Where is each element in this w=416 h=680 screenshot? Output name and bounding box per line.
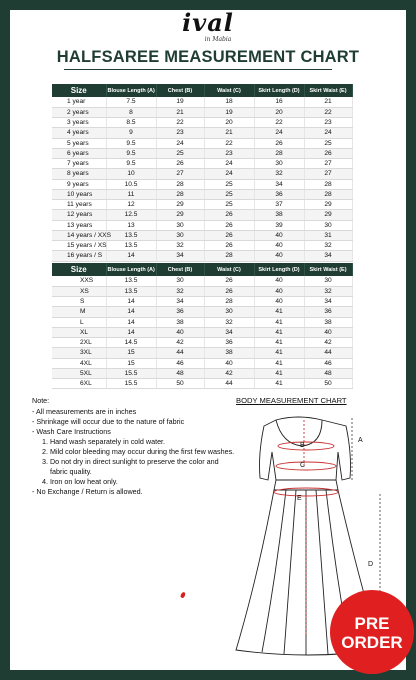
size-cell: 14 years / XXS [52, 230, 106, 240]
brand-tagline: in Mabia [204, 36, 232, 43]
brand-name: ival [182, 8, 234, 37]
measurement-cell: 26 [156, 159, 204, 169]
measurement-cell: 31 [304, 230, 352, 240]
table-row [52, 379, 352, 389]
measurement-cell: 8.5 [106, 118, 156, 128]
measurement-cell: 25 [204, 179, 254, 189]
measurement-cell: 28 [254, 148, 304, 158]
measurement-cell: 42 [156, 338, 204, 348]
table-row [52, 307, 352, 317]
measurement-cell: 10.5 [106, 179, 156, 189]
measurement-cell: 44 [156, 348, 204, 358]
measurement-cell: 9 [106, 128, 156, 138]
column-header: Blouse Length (A) [106, 263, 156, 276]
measurement-cell: 40 [254, 230, 304, 240]
care-item: fabric quality. [42, 467, 92, 476]
table-row [52, 286, 352, 296]
label-e: E [297, 495, 302, 502]
adult-size-table [52, 263, 353, 389]
measurement-cell: 13.5 [106, 230, 156, 240]
measurement-cell: 11 [106, 189, 156, 199]
size-cell: 15 years / XS [52, 241, 106, 251]
size-cell: 1 year [52, 97, 106, 107]
size-cell: 5XL [52, 368, 106, 378]
size-cell: 13 years [52, 220, 106, 230]
size-cell: 4 years [52, 128, 106, 138]
size-cell: 5 years [52, 138, 106, 148]
column-header: Chest (B) [156, 84, 204, 97]
measurement-cell: 38 [156, 317, 204, 327]
measurement-cell: 14 [106, 251, 156, 261]
care-item: 4. Iron on low heat only. [42, 477, 118, 486]
measurement-cell: 40 [156, 327, 204, 337]
measurement-cell: 39 [254, 220, 304, 230]
size-cell: XXS [52, 276, 106, 286]
measurement-cell: 15.5 [106, 379, 156, 389]
measurement-cell: 30 [304, 220, 352, 230]
measurement-cell: 23 [304, 118, 352, 128]
measurement-cell: 30 [304, 276, 352, 286]
label-c: C [300, 462, 306, 469]
measurement-cell: 38 [204, 348, 254, 358]
size-cell: XS [52, 286, 106, 296]
measurement-cell: 34 [204, 327, 254, 337]
table-row [52, 118, 352, 128]
measurement-cell: 38 [254, 210, 304, 220]
measurement-cell: 24 [254, 128, 304, 138]
measurement-cell: 36 [304, 307, 352, 317]
measurement-cell: 19 [156, 97, 204, 107]
measurement-cell: 37 [254, 200, 304, 210]
measurement-cell: 28 [204, 251, 254, 261]
table-row [52, 317, 352, 327]
care-item: 2. Mild color bleeding may occur during the first few washes. [42, 447, 235, 456]
column-header: Skirt Waist (E) [304, 263, 352, 276]
column-header: Skirt Length (D) [254, 263, 304, 276]
measurement-cell: 40 [254, 286, 304, 296]
table-row [52, 338, 352, 348]
size-cell: 8 years [52, 169, 106, 179]
table-row [52, 358, 352, 368]
size-cell: 4XL [52, 358, 106, 368]
measurement-cell: 18 [204, 97, 254, 107]
measurement-cell: 14 [106, 297, 156, 307]
measurement-cell: 9.5 [106, 138, 156, 148]
measurement-cell: 40 [254, 297, 304, 307]
table-row [52, 128, 352, 138]
measurement-cell: 34 [254, 179, 304, 189]
measurement-cell: 32 [304, 241, 352, 251]
measurement-cell: 25 [304, 138, 352, 148]
measurement-cell: 40 [254, 276, 304, 286]
measurement-cell: 23 [204, 148, 254, 158]
measurement-cell: 26 [204, 241, 254, 251]
measurement-cell: 8 [106, 107, 156, 117]
size-cell: M [52, 307, 106, 317]
measurement-cell: 22 [204, 138, 254, 148]
label-b: B [300, 442, 305, 449]
measurement-cell: 46 [304, 358, 352, 368]
care-item: 3. Do not dry in direct sunlight to preserve the color and [42, 457, 219, 466]
measurement-cell: 42 [204, 368, 254, 378]
title-underline [64, 69, 332, 70]
measurement-cell: 40 [254, 251, 304, 261]
measurement-cell: 46 [156, 358, 204, 368]
measurement-cell: 12 [106, 200, 156, 210]
measurement-cell: 36 [156, 307, 204, 317]
table-row [52, 200, 352, 210]
table-row [52, 297, 352, 307]
measurement-cell: 13.5 [106, 286, 156, 296]
measurement-cell: 10 [106, 169, 156, 179]
table-row [52, 210, 352, 220]
table-header-row [52, 263, 352, 276]
measurement-cell: 14 [106, 307, 156, 317]
measurement-cell: 22 [156, 118, 204, 128]
page-title: HALFSAREE MEASUREMENT CHART [56, 48, 360, 66]
measurement-cell: 27 [156, 169, 204, 179]
measurement-cell: 41 [254, 379, 304, 389]
measurement-cell: 41 [254, 348, 304, 358]
table-row [52, 276, 352, 286]
table-row [52, 220, 352, 230]
measurement-cell: 40 [204, 358, 254, 368]
measurement-cell: 26 [204, 220, 254, 230]
measurement-cell: 34 [304, 251, 352, 261]
table-header-row [52, 84, 352, 97]
size-cell: 9 years [52, 179, 106, 189]
size-cell: XL [52, 327, 106, 337]
measurement-cell: 26 [204, 230, 254, 240]
badge-line-2: ORDER [341, 633, 403, 652]
measurement-cell: 34 [304, 297, 352, 307]
measurement-cell: 21 [156, 107, 204, 117]
brand-logo [0, 10, 416, 44]
measurement-cell: 27 [304, 159, 352, 169]
measurement-cell: 26 [204, 210, 254, 220]
size-cell: 2 years [52, 107, 106, 117]
measurement-cell: 14 [106, 327, 156, 337]
measurement-cell: 24 [304, 128, 352, 138]
measurement-cell: 29 [156, 200, 204, 210]
size-cell: 3XL [52, 348, 106, 358]
size-cell: 2XL [52, 338, 106, 348]
size-cell: 6XL [52, 379, 106, 389]
measurement-cell: 48 [304, 368, 352, 378]
measurement-cell: 50 [304, 379, 352, 389]
measurement-cell: 25 [204, 189, 254, 199]
measurement-cell: 32 [156, 241, 204, 251]
note-item: - Wash Care Instructions [32, 427, 111, 436]
measurement-cell: 30 [156, 276, 204, 286]
measurement-cell: 41 [254, 368, 304, 378]
measurement-cell: 13.5 [106, 276, 156, 286]
measurement-cell: 15.5 [106, 368, 156, 378]
measurement-cell: 32 [304, 286, 352, 296]
measurement-cell: 15 [106, 358, 156, 368]
measurement-cell: 20 [204, 118, 254, 128]
table-row [52, 159, 352, 169]
note-item: - Shrinkage will occur due to the nature of fabric [32, 417, 185, 426]
measurement-cell: 24 [204, 159, 254, 169]
table-row [52, 148, 352, 158]
measurement-cell: 16 [254, 97, 304, 107]
notes-title: Note: [32, 396, 50, 405]
measurement-cell: 34 [156, 297, 204, 307]
measurement-cell: 41 [254, 358, 304, 368]
column-header: Blouse Length (A) [106, 84, 156, 97]
measurement-cell: 41 [254, 317, 304, 327]
measurement-cell: 38 [304, 317, 352, 327]
measurement-cell: 26 [204, 286, 254, 296]
measurement-cell: 40 [304, 327, 352, 337]
measurement-cell: 13.5 [106, 241, 156, 251]
table-row [52, 368, 352, 378]
badge-line-1: PRE [354, 614, 390, 633]
measurement-cell: 28 [204, 297, 254, 307]
size-cell: 12 years [52, 210, 106, 220]
size-cell: 10 years [52, 189, 106, 199]
measurement-cell: 30 [254, 159, 304, 169]
note-item: - All measurements are in inches [32, 407, 137, 416]
table-row [52, 189, 352, 199]
measurement-cell: 14.5 [106, 338, 156, 348]
table-row [52, 348, 352, 358]
kids-size-table [52, 84, 353, 262]
column-header: Skirt Waist (E) [304, 84, 352, 97]
measurement-cell: 9.5 [106, 148, 156, 158]
measurement-cell: 25 [156, 148, 204, 158]
size-column-header: Size [52, 84, 106, 97]
size-cell: S [52, 297, 106, 307]
note-item: - No Exchange / Return is allowed. [32, 487, 143, 496]
measurement-cell: 40 [254, 241, 304, 251]
measurement-cell: 30 [156, 230, 204, 240]
measurement-cell: 32 [204, 317, 254, 327]
size-cell: 6 years [52, 148, 106, 158]
label-d: D [368, 561, 374, 568]
measurement-cell: 48 [156, 368, 204, 378]
measurement-cell: 14 [106, 317, 156, 327]
measurement-cell: 41 [254, 327, 304, 337]
table-row [52, 107, 352, 117]
size-column-header: Size [52, 263, 106, 276]
table-row [52, 169, 352, 179]
measurement-cell: 24 [204, 169, 254, 179]
measurement-cell: 26 [304, 148, 352, 158]
table-row [52, 230, 352, 240]
measurement-cell: 42 [304, 338, 352, 348]
table-row [52, 97, 352, 107]
measurement-cell: 30 [156, 220, 204, 230]
measurement-cell: 34 [156, 251, 204, 261]
measurement-cell: 36 [254, 189, 304, 199]
measurement-cell: 24 [156, 138, 204, 148]
measurement-cell: 28 [156, 189, 204, 199]
body-chart-title: BODY MEASUREMENT CHART [236, 396, 347, 405]
measurement-cell: 12.5 [106, 210, 156, 220]
measurement-cell: 50 [156, 379, 204, 389]
size-cell: 16 years / S [52, 251, 106, 261]
column-header: Waist (C) [204, 84, 254, 97]
measurement-cell: 25 [204, 200, 254, 210]
measurement-cell: 20 [254, 107, 304, 117]
measurement-cell: 21 [304, 97, 352, 107]
measurement-cell: 41 [254, 338, 304, 348]
measurement-cell: 26 [254, 138, 304, 148]
measurement-cell: 23 [156, 128, 204, 138]
measurement-cell: 7.5 [106, 97, 156, 107]
table-row [52, 327, 352, 337]
table-row [52, 138, 352, 148]
column-header: Waist (C) [204, 263, 254, 276]
table-row [52, 251, 352, 261]
measurement-cell: 27 [304, 169, 352, 179]
measurement-cell: 9.5 [106, 159, 156, 169]
measurement-cell: 22 [304, 107, 352, 117]
measurement-cell: 29 [304, 200, 352, 210]
size-cell: 11 years [52, 200, 106, 210]
measurement-cell: 41 [254, 307, 304, 317]
measurement-cell: 29 [156, 210, 204, 220]
measurement-cell: 22 [254, 118, 304, 128]
pre-order-badge [330, 590, 414, 674]
column-header: Skirt Length (D) [254, 84, 304, 97]
measurement-cell: 30 [204, 307, 254, 317]
measurement-cell: 29 [304, 210, 352, 220]
measurement-cell: 32 [156, 286, 204, 296]
label-a: A [358, 437, 363, 444]
table-row [52, 241, 352, 251]
measurement-cell: 28 [156, 179, 204, 189]
measurement-cell: 19 [204, 107, 254, 117]
measurement-cell: 44 [304, 348, 352, 358]
measurement-cell: 32 [254, 169, 304, 179]
measurement-cell: 21 [204, 128, 254, 138]
care-item: 1. Hand wash separately in cold water. [42, 437, 166, 446]
size-cell: 3 years [52, 118, 106, 128]
table-row [52, 179, 352, 189]
measurement-cell: 26 [204, 276, 254, 286]
measurement-cell: 44 [204, 379, 254, 389]
size-cell: L [52, 317, 106, 327]
size-cell: 7 years [52, 159, 106, 169]
measurement-cell: 13 [106, 220, 156, 230]
measurement-cell: 36 [204, 338, 254, 348]
measurement-cell: 28 [304, 189, 352, 199]
measurement-cell: 28 [304, 179, 352, 189]
column-header: Chest (B) [156, 263, 204, 276]
measurement-cell: 15 [106, 348, 156, 358]
